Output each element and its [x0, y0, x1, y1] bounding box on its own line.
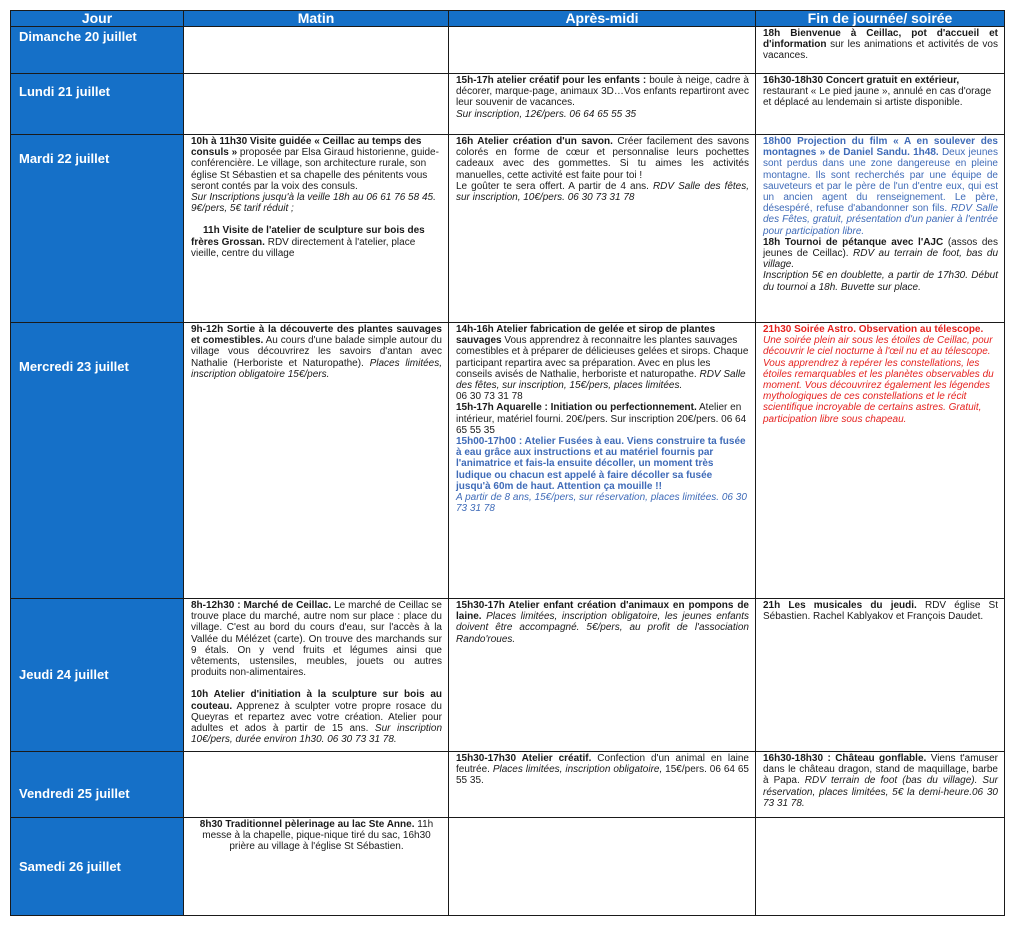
row-jeudi-24	[11, 599, 1005, 752]
event-text: Le goûter te sera offert. A partir de 4 ans.	[456, 180, 649, 192]
event-title: 15h00-17h00 : Atelier Fusées à eau. Viens construire ta fusée à eau grâce aux instructions et au matériel fournis par l'animatrice et fais-la ensuite décoller, un moment très ludique ou chacun est appelé à faire décoller sa fusée jusqu'à 60m de haut. Attention ça mouille !!	[456, 436, 746, 492]
row-lundi-21	[11, 74, 1005, 135]
matin-cell	[184, 818, 449, 916]
schedule-table	[10, 10, 1005, 916]
event-info: A partir de 8 ans, 15€/pers, sur réservation, places limitées. 06 30 73 31 78	[456, 492, 747, 515]
day-name: Lundi 21 juillet	[19, 84, 111, 99]
day-cell: Dimanche 20 juillet	[11, 27, 184, 74]
event-info: RDV Salle des fêtes, sur inscription, 15€/pers, places limitées.	[456, 368, 746, 392]
event-info: Places limitées, inscription obligatoire, les jeunes enfants doivent être accompagné. 5€/pers, au profit de l'association Rando'roues.	[456, 611, 749, 645]
event-title: 16h30-18h30 : Château gonflable.	[763, 753, 927, 764]
soiree-cell	[756, 599, 1005, 752]
event-text: Atelier en intérieur, matériel fourni. 20€/pers. Sur inscription 20€/pers. 06 64 65 55 35	[456, 402, 747, 436]
day-cell	[11, 752, 184, 818]
apres-midi-cell	[449, 27, 756, 74]
row-dimanche-20	[11, 27, 1005, 74]
day-cell	[11, 323, 184, 599]
soiree-cell	[756, 74, 1005, 135]
event-text: Vous apprendrez à reconnaitre les plantes sauvages comestibles et à préparer de délicieuses gelées et sirops. Chaque participant repartira avec sa préparation. Avec en plus les conseils avisés de Nathalie, herboriste et naturopathe.	[456, 335, 749, 380]
day-cell	[11, 74, 184, 135]
day-cell: Jeudi 24 juillet	[11, 599, 184, 752]
header-row	[11, 11, 1005, 27]
event-text: RDV église St Sébastien. Rachel Kablyakov et François Daudet.	[763, 600, 998, 623]
soiree-cell	[756, 27, 1005, 74]
event-title: 10h à 11h30 Visite guidée « Ceillac au temps des consuls »	[191, 136, 422, 159]
event-title: 15h30-17h Atelier enfant création d'animaux en pompons de laine.	[456, 600, 749, 623]
event-info: Une soirée plein air sous les étoiles de Ceillac, pour découvrir le ciel nocturne à l'œil nu et au télescope. Vous apprendrez à repérer les constellations, les étoiles remarquables et les planètes observables du moment. Vous découvrirez également les légendes mythologiques de ces constellations et le récit scientifique incroyable de certains astres. Gratuit, participation libre sous chapeau.	[763, 335, 994, 425]
matin-cell	[184, 135, 449, 323]
event-info: Sur Inscriptions jusqu'à la veille 18h au 06 61 76 58 45. 9€/pers, 5€ tarif réduit ;	[191, 192, 436, 215]
day-cell	[11, 135, 184, 323]
event-text: Deux jeunes sont perdus dans une zone dangereuse en pleine montagne. Ils sont recherchés par une équipe de sauveteurs et par le père de l'un d'entre eux, qui est un ancien agent du renseignement. Le père, désespéré, refuse d'abandonner son fils.	[763, 147, 998, 215]
row-mercredi-23	[11, 323, 1005, 599]
event-info: RDV au terrain de foot, bas du village.	[763, 248, 999, 271]
day-cell: Samedi 26 juillet	[11, 818, 184, 916]
event-info: Places limitées, inscription obligatoire 15€/pers.	[191, 357, 442, 380]
apres-midi-cell	[449, 135, 756, 323]
event-title: 14h-16h Atelier fabrication de gelée et sirop de plantes sauvages	[456, 324, 716, 347]
event-info: RDV Salle des Fêtes, gratuit, présentation d'un panier à l'entrée pour participation libre.	[763, 203, 998, 237]
header-matin: Matin	[184, 11, 449, 27]
event-text: sur les animations et activités de vos vacances.	[763, 39, 998, 62]
event-text: RDV directement à l'atelier, place vieille, centre du village	[191, 236, 416, 259]
event-info: Places limitées, inscription obligatoire,	[489, 764, 663, 776]
event-info: Sur inscription 10€/pers, durée environ 1h30. 06 30 73 31 78.	[191, 723, 443, 746]
matin-cell	[184, 599, 449, 752]
soiree-cell	[756, 135, 1005, 323]
event-info: Inscription 5€ en doublette, a partir de 17h30. Début du tournoi a 18h. Buvette sur place.	[763, 270, 998, 293]
event-title: 18h00 Projection du film « A en soulever des montagnes » de Daniel Sandu. 1h48.	[763, 136, 998, 159]
day-name: Mercredi 23 juillet	[19, 359, 129, 374]
event-title: 21h30 Soirée Astro. Observation au télescope.	[763, 324, 984, 335]
event-title: 16h30-18h30 Concert gratuit en extérieur,	[763, 75, 960, 86]
event-title: 15h-17h Aquarelle : Initiation ou perfectionnement.	[456, 402, 697, 414]
event-text: Créer facilement des savons colorés en forme de cœur et personnalise leurs pochettes cadeaux avec des gommettes. Si tu aimes les activités manuelles, cette activité est faite pour toi !	[456, 136, 749, 181]
event-text: 06 30 73 31 78	[456, 391, 523, 403]
event-text: Le marché de Ceillac se trouve place du marché, autre nom sur place : place du village. C'est au bord du cours d'eau, sur l'accès à la Vallée du Mélézet (carte). On trouve des marchands sur 9 étals. On y vend fruits et légumes ainsi que vêtements, ustensiles, meubles, jouets ou autres produits non-alimentaires.	[191, 600, 442, 679]
matin-cell	[184, 27, 449, 74]
apres-midi-cell	[449, 752, 756, 818]
day-name: Vendredi 25 juillet	[19, 785, 130, 801]
apres-midi-cell	[449, 323, 756, 599]
event-title: 9h-12h Sortie à la découverte des plantes sauvages et comestibles.	[191, 324, 442, 347]
row-samedi-26	[11, 818, 1005, 916]
matin-cell	[184, 323, 449, 599]
event-info: RDV terrain de foot (bas du village). Sur réservation, places limitées, 5€ la demi-heure.06 30 73 31 78.	[763, 775, 998, 809]
event-title: 18h Bienvenue à Ceillac, pot d'accueil et d'information	[763, 28, 998, 51]
event-text: proposée par Elsa Giraud historienne, guide-conférencière. Le village, son architecture rurale, son église St Sébastien et sa chapelle des pénitents vous seront contés par la voix des consuls.	[191, 147, 439, 192]
event-text: 11h messe à la chapelle, pique-nique tiré du sac, 16h30 prière au village à l'église St Sébastien.	[202, 819, 434, 853]
event-title: 15h-17h atelier créatif pour les enfants :	[456, 75, 647, 86]
soiree-cell	[756, 323, 1005, 599]
event-title: 8h30 Traditionnel pèlerinage au lac Ste Anne.	[199, 819, 415, 830]
matin-cell	[184, 74, 449, 135]
event-text: restaurant « Le pied jaune », annulé en cas d'orage et déplacé au lendemain si artiste disponible.	[763, 86, 992, 109]
event-title: 11h Visite de l'atelier de sculpture sur bois des frères Grossan.	[191, 225, 425, 248]
soiree-cell	[756, 752, 1005, 818]
event-title: 18h Tournoi de pétanque avec l'AJC	[763, 236, 944, 248]
event-title: 21h Les musicales du jeudi.	[763, 600, 917, 611]
event-title: 8h-12h30 : Marché de Ceillac.	[191, 600, 332, 611]
event-info: Sur inscription, 12€/pers. 06 64 65 55 35	[456, 108, 637, 120]
event-text: Apprenez à sculpter votre propre rosace du Queyras et repartez avec votre création. Atelier pour adultes et ados à partir de 15 ans.	[191, 700, 442, 735]
row-vendredi-25	[11, 752, 1005, 818]
event-text: 15€/pers. 06 64 65 55 35.	[456, 764, 749, 787]
day-name: Mardi 22 juillet	[19, 151, 110, 166]
event-title: 16h Atelier création d'un savon.	[456, 136, 613, 147]
apres-midi-cell	[449, 818, 756, 916]
event-title: 15h30-17h30 Atelier créatif.	[456, 753, 592, 764]
matin-cell	[184, 752, 449, 818]
header-apres-midi: Après-midi	[449, 11, 756, 27]
apres-midi-cell	[449, 599, 756, 752]
event-title: 10h Atelier d'initiation à la sculpture sur bois au couteau.	[191, 689, 442, 712]
event-info: RDV Salle des fêtes, sur inscription, 10€/pers. 06 30 73 31 78	[456, 180, 749, 204]
event-text: Confection d'un animal en laine feutrée.	[456, 753, 749, 776]
event-text: boule à neige, cadre à décorer, marque-page, animaux 3D…Vos enfants repartiront avec leur souvenir de vacances.	[456, 75, 749, 109]
event-text: Au cours d'une balade simple autour du village vous découvrirez les savoirs d'antan avec Nathalie (Herboriste et Naturopathe).	[191, 335, 442, 369]
header-jour: Jour	[11, 11, 184, 27]
event-text: (assos des jeunes de Ceillac).	[763, 236, 998, 260]
apres-midi-cell	[449, 74, 756, 135]
row-mardi-22	[11, 135, 1005, 323]
event-text: Viens t'amuser dans le château dragon, stand de maquillage, barbe à Papa.	[763, 753, 998, 787]
soiree-cell	[756, 818, 1005, 916]
header-soiree: Fin de journée/ soirée	[756, 11, 1005, 27]
